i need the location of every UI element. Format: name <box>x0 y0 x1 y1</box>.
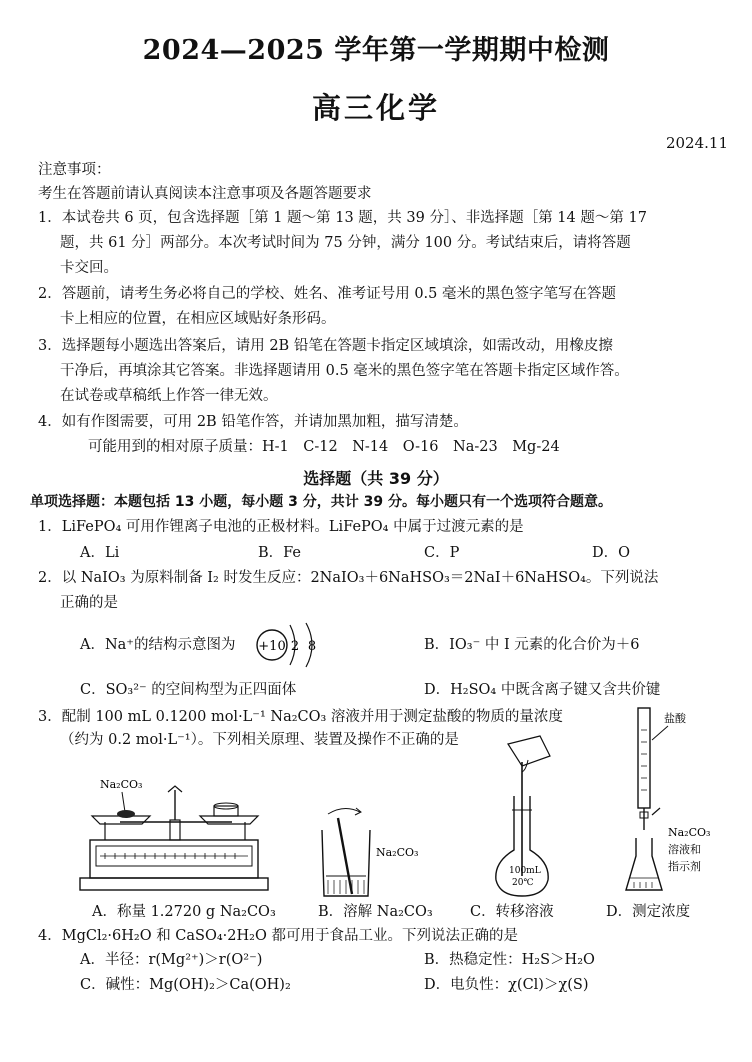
atomic-masses: 可能用到的相对原子质量：H-1 C-12 N-14 O-16 Na-23 Mg-24 <box>88 439 560 455</box>
q3-stem: 3．配制 100 mL 0.1200 mol·L⁻¹ Na₂CO₃ 溶液并用于测定盐酸的物质的量浓度 <box>38 709 563 725</box>
notice-line: 3．选择题每小题选出答案后，请用 2B 铅笔在答题卡指定区域填涂，如需改动，用橡皮擦 <box>38 338 613 354</box>
balance-label: Na₂CO₃ <box>100 778 143 791</box>
q4-option-c: C．碱性：Mg(OH)₂＞Ca(OH)₂ <box>80 977 291 993</box>
nucleus-charge: +10 <box>258 639 286 654</box>
notice-line: 4．如有作图需要，可用 2B 铅笔作答，并请加黑加粗，描写清楚。 <box>38 414 468 430</box>
titration-label-3: 指示剂 <box>668 860 701 873</box>
shell-1-count: 2 <box>290 639 300 654</box>
q2-stem: 2．以 NaIO₃ 为原料制备 I₂ 时发生反应：2NaIO₃＋6NaHSO₃＝2NaI＋6NaHSO₄。下列说法 <box>38 570 659 586</box>
q1-option-b: B．Fe <box>258 545 302 561</box>
q2-option-a: A．Na⁺的结构示意图为 <box>80 637 236 653</box>
notice-heading: 注意事项： <box>38 162 111 178</box>
q4-option-d: D．电负性：χ(Cl)＞χ(S) <box>424 977 589 993</box>
beaker-label: Na₂CO₃ <box>376 846 419 859</box>
q3-option-b: B．溶解 Na₂CO₃ <box>318 904 433 920</box>
flask-temp-label: 20℃ <box>512 878 534 888</box>
balance-illustration <box>80 778 268 890</box>
notice-line: 卡交回。 <box>60 260 118 276</box>
q3-option-d: D．测定浓度 <box>606 904 691 920</box>
notice-line: 2．答题前，请考生务必将自己的学校、姓名、准考证号用 0.5 毫米的黑色签字笔写在答题 <box>38 286 616 302</box>
flask-volume-label: 100mL <box>509 866 541 876</box>
volumetric-flask-illustration <box>496 736 550 896</box>
lab-apparatus-figure <box>0 700 752 900</box>
q2-stem-cont: 正确的是 <box>60 595 118 611</box>
q1-option-c: C．P <box>424 545 460 561</box>
q2-option-d: D．H₂SO₄ 中既含离子键又含共价键 <box>424 682 661 698</box>
exam-title: 2024—2025 学年第一学期期中检测 <box>142 35 610 66</box>
q4-option-b: B．热稳定性：H₂S＞H₂O <box>424 952 595 968</box>
q4-stem: 4．MgCl₂·6H₂O 和 CaSO₄·2H₂O 都可用于食品工业。下列说法正确的是 <box>38 928 518 944</box>
q3-option-a: A．称量 1.2720 g Na₂CO₃ <box>92 904 276 920</box>
q4-option-a: A．半径：r(Mg²⁺)＞r(O²⁻) <box>80 952 263 968</box>
section-instruction: 单项选择题：本题包括 13 小题，每小题 3 分，共计 39 分。每小题只有一个选项符合题意。 <box>30 494 612 510</box>
q1-option-a: A．Li <box>80 545 120 561</box>
titration-label-1: Na₂CO₃ <box>668 826 711 839</box>
titration-illustration <box>626 708 710 890</box>
notice-line: 干净后，再填涂其它答案。非选择题请用 0.5 毫米的黑色签字笔在答题卡指定区域作答。 <box>60 363 629 379</box>
q2-option-b: B．IO₃⁻ 中 I 元素的化合价为＋6 <box>424 637 640 653</box>
section-title: 选择题（共 39 分） <box>303 469 449 488</box>
subject-title: 高三化学 <box>311 91 440 125</box>
na-ion-structure-diagram <box>254 615 334 673</box>
notice-line: 题，共 61 分］两部分。本次考试时间为 75 分钟，满分 100 分。考试结束后，请将答题 <box>60 235 631 251</box>
q1-stem: 1．LiFePO₄ 可用作锂离子电池的正极材料。LiFePO₄ 中属于过渡元素的是 <box>38 519 524 535</box>
q2-option-c: C．SO₃²⁻ 的空间构型为正四面体 <box>80 682 297 698</box>
notice-line: 卡上相应的位置，在相应区域贴好条形码。 <box>60 311 336 327</box>
beaker-illustration <box>322 808 418 896</box>
notice-line: 1．本试卷共 6 页，包含选择题［第 1 题～第 13 题，共 39 分］、非选择题［第 14 题～第 17 <box>38 210 647 226</box>
q3-option-c: C．转移溶液 <box>470 904 554 920</box>
q1-option-d: D．O <box>592 545 631 561</box>
q3-stem-cont: （约为 0.2 mol·L⁻¹）。下列相关原理、装置及操作不正确的是 <box>60 732 459 748</box>
exam-date: 2024.11 <box>665 134 728 152</box>
acid-label: 盐酸 <box>664 712 686 725</box>
notice-intro: 考生在答题前请认真阅读本注意事项及各题答题要求 <box>38 186 372 202</box>
titration-label-2: 溶液和 <box>668 843 701 856</box>
notice-line: 在试卷或草稿纸上作答一律无效。 <box>60 388 278 404</box>
shell-2-count: 8 <box>307 639 317 654</box>
